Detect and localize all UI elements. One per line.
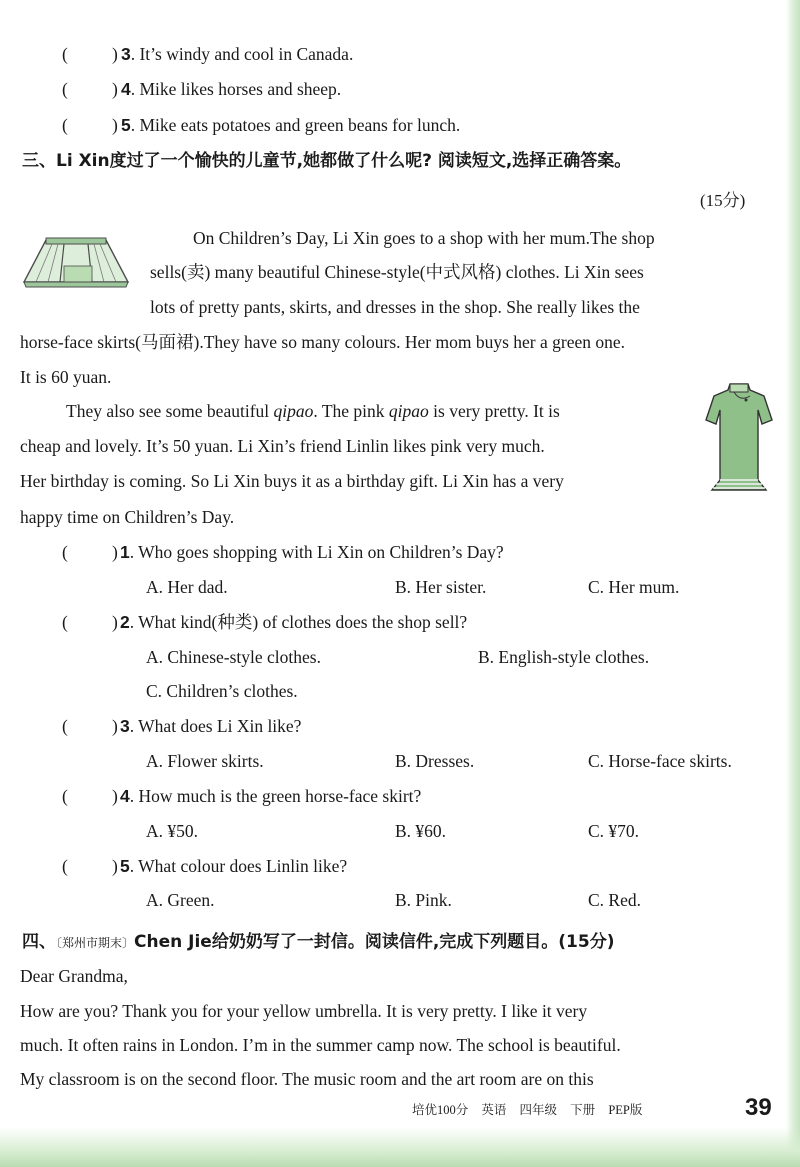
answer-paren[interactable]: ( [62, 542, 68, 562]
option-a[interactable]: A. Green. [146, 890, 215, 910]
passage-line: cheap and lovely. It’s 50 yuan. Li Xin’s friend Linlin likes pink very much. [20, 436, 545, 456]
statement-4: 4. Mike likes horses and sheep. [121, 79, 342, 99]
answer-paren[interactable]: ( [62, 612, 68, 632]
option-a[interactable]: A. ¥50. [146, 821, 199, 841]
passage-line: happy time on Children’s Day. [20, 507, 235, 527]
section4-heading: 四、〔郑州市期末〕Chen Jie给奶奶写了一封信。阅读信件,完成下列题目。(15分) [22, 932, 615, 952]
answer-paren[interactable]: ( [62, 856, 68, 876]
option-b[interactable]: B. English-style clothes. [478, 647, 650, 667]
option-c[interactable]: C. Her mum. [588, 577, 680, 597]
footer-grade: 四年级 [519, 1103, 558, 1117]
option-c[interactable]: C. Horse-face skirts. [588, 751, 732, 771]
answer-paren-close: ) [112, 716, 118, 736]
answer-paren-close: ) [112, 612, 118, 632]
answer-paren[interactable]: ( [62, 115, 68, 135]
answer-paren-close: ) [112, 44, 118, 64]
footer-book: 培优100分 [412, 1103, 469, 1117]
option-b[interactable]: B. Her sister. [395, 577, 487, 597]
option-a[interactable]: A. Her dad. [146, 577, 228, 597]
letter-line: How are you? Thank you for your yellow umbrella. It is very pretty. I like it very [20, 1001, 588, 1021]
question-2: 2. What kind(种类) of clothes does the shop sell? [120, 612, 468, 632]
page-edge-bottom [0, 1127, 800, 1167]
page-footer [412, 1100, 652, 1118]
passage-line: horse-face skirts(马面裙).They have so many colours. Her mom buys her a green one. [20, 332, 626, 352]
option-b[interactable]: B. Dresses. [395, 751, 475, 771]
option-a[interactable]: A. Chinese-style clothes. [146, 647, 321, 667]
answer-paren[interactable]: ( [62, 44, 68, 64]
option-c[interactable]: C. Red. [588, 890, 641, 910]
page-edge-right [786, 0, 800, 1167]
option-b[interactable]: B. Pink. [395, 890, 452, 910]
question-4: 4. How much is the green horse-face skirt? [120, 786, 422, 806]
option-b[interactable]: B. ¥60. [395, 821, 447, 841]
answer-paren[interactable]: ( [62, 79, 68, 99]
section3-heading: 三、Li Xin度过了一个愉快的儿童节,她都做了什么呢? 阅读短文,选择正确答案。 [22, 151, 632, 171]
option-a[interactable]: A. Flower skirts. [146, 751, 264, 771]
passage-line: sells(卖) many beautiful Chinese-style(中式风格) clothes. Li Xin sees [150, 262, 644, 282]
answer-paren-close: ) [112, 115, 118, 135]
answer-paren[interactable]: ( [62, 786, 68, 806]
passage-line: Her birthday is coming. So Li Xin buys it as a birthday gift. Li Xin has a very [20, 471, 564, 491]
horse-face-skirt-icon [20, 236, 132, 292]
statement-3: 3. It’s windy and cool in Canada. [121, 44, 354, 64]
question-5: 5. What colour does Linlin like? [120, 856, 348, 876]
letter-greeting: Dear Grandma, [20, 966, 128, 986]
passage-line: They also see some beautiful qipao. The pink qipao is very pretty. It is [66, 401, 560, 421]
answer-paren-close: ) [112, 786, 118, 806]
answer-paren-close: ) [112, 79, 118, 99]
section3-score: (15分) [700, 191, 746, 210]
footer-edition: PEP版 [608, 1103, 643, 1117]
answer-paren-close: ) [112, 542, 118, 562]
qipao-icon [700, 380, 778, 498]
question-1: 1. Who goes shopping with Li Xin on Children’s Day? [120, 542, 504, 562]
answer-paren[interactable]: ( [62, 716, 68, 736]
footer-subject: 英语 [481, 1103, 507, 1117]
letter-line: much. It often rains in London. I’m in the summer camp now. The school is beautiful. [20, 1035, 621, 1055]
statement-5: 5. Mike eats potatoes and green beans for lunch. [121, 115, 461, 135]
passage-line: It is 60 yuan. [20, 367, 112, 387]
option-c[interactable]: C. ¥70. [588, 821, 640, 841]
passage-line: On Children’s Day, Li Xin goes to a shop with her mum.The shop [193, 228, 655, 248]
page-number: 39 [745, 1094, 772, 1121]
letter-line: My classroom is on the second floor. The music room and the art room are on this [20, 1069, 594, 1089]
option-c[interactable]: C. Children’s clothes. [146, 681, 298, 701]
answer-paren-close: ) [112, 856, 118, 876]
passage-line: lots of pretty pants, skirts, and dresses in the shop. She really likes the [150, 297, 640, 317]
question-3: 3. What does Li Xin like? [120, 716, 302, 736]
footer-volume: 下册 [570, 1103, 596, 1117]
